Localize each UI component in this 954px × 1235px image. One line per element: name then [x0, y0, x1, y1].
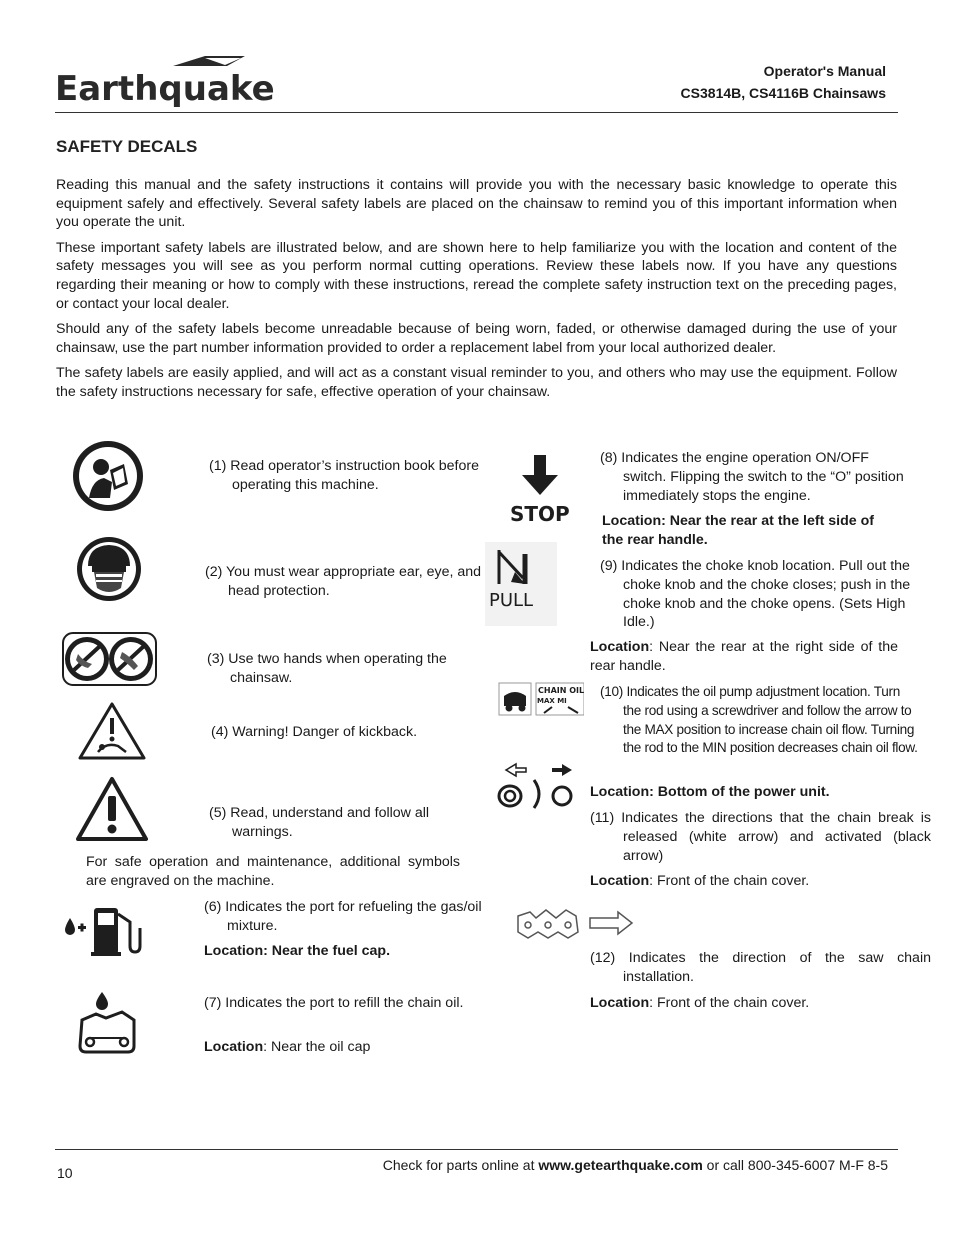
decal-11-location	[590, 872, 890, 891]
decal-11-caption: (11) Indicates the directions that the chain break is released (white arrow) and activated (black arrow)	[590, 810, 931, 864]
location-label: Location	[590, 873, 650, 889]
chain-oil-port-icon	[76, 990, 140, 1061]
oil-pump-icon	[498, 682, 584, 721]
warning-exclamation-icon	[76, 776, 148, 847]
decal-5-caption: (5) Read, understand and follow all warnings.	[209, 805, 430, 840]
decal-4-caption: (4) Warning! Danger of kickback.	[211, 724, 418, 740]
decal-2-caption: (2) You must wear appropriate ear, eye, and head protection.	[205, 564, 482, 599]
chain-brake-icon	[496, 762, 580, 815]
location-label: Location	[204, 1039, 264, 1055]
pull-label: PULL	[489, 590, 534, 611]
decal-6-location: Location: Near the fuel cap.	[204, 943, 391, 959]
decal-12-location	[590, 994, 890, 1013]
paragraph: Should any of the safety labels become unreadable because of being worn, faded, or otherwise damaged during the use of your chainsaw, use the part number information provided to order a replacement label from your local authorized dealer.	[56, 321, 897, 356]
stop-label: STOP	[510, 502, 570, 526]
choke-pull-icon	[485, 542, 557, 631]
fuel-port-icon	[62, 900, 144, 965]
location-text: : Front of the chain cover.	[649, 995, 810, 1011]
decal-8-location: Location: Near the rear at the left side of the rear handle.	[602, 513, 874, 548]
protection-gear-icon	[76, 536, 142, 607]
decal-9-caption: (9) Indicates the choke knob location. Pull out the choke knob and the choke closes; push in the choke knob and the choke opens. (Sets High Idle.)	[600, 558, 911, 631]
paragraph: The safety labels are easily applied, and will act as a constant visual reminder to you, and others who may use the equipment. Follow the safety instructions necessary for safe, effective operation of your chainsaw.	[56, 365, 897, 400]
chain-direction-icon	[514, 906, 636, 947]
decal-6-caption: (6) Indicates the port for refueling the gas/oil mixture.	[204, 899, 482, 934]
location-label: Location	[590, 639, 650, 655]
location-text: : Near the oil cap	[263, 1039, 371, 1055]
manual-title: Operator's Manual	[763, 63, 886, 79]
decal-1-caption: (1) Read operator’s instruction book before operating this machine.	[209, 458, 479, 493]
website-link[interactable]: www.getearthquake.com	[538, 1157, 703, 1173]
footer-contact	[383, 1157, 888, 1173]
decal-3-caption: (3) Use two hands when operating the chainsaw.	[207, 651, 447, 686]
paragraph: Reading this manual and the safety instructions it contains will provide you with the necessary basic knowledge to operate this equipment safely and effectively. Several safety labels are placed on the chainsaw to remind you of this important information when you operate the unit.	[56, 177, 897, 231]
footer-text-after: or call 800-345-6007 M-F 8-5	[702, 1157, 888, 1173]
max-min-label: MAX MI	[537, 697, 567, 705]
decal-8-caption: (8) Indicates the engine operation ON/OFF switch. Flipping the switch to the “O” position immediately stops the engine.	[600, 450, 904, 504]
decal-10-location: Location: Bottom of the power unit.	[590, 784, 830, 800]
model-title: CS3814B, CS4116B Chainsaws	[680, 85, 886, 101]
page-number: 10	[57, 1165, 73, 1181]
header-rule	[55, 112, 898, 113]
decal-12-caption: (12) Indicates the direction of the saw chain installation.	[590, 950, 931, 985]
earthquake-logo	[55, 52, 280, 114]
header-titles	[681, 60, 886, 104]
location-text: : Near the rear at the right side of the rear handle.	[590, 639, 898, 674]
decal-7-caption: (7) Indicates the port to refill the chain oil.	[204, 995, 464, 1011]
kickback-warning-icon	[78, 702, 146, 765]
footer-rule	[55, 1149, 898, 1150]
brand-logotype: Earthquake	[55, 69, 275, 109]
decal-9-location	[590, 638, 898, 676]
read-manual-icon	[72, 440, 144, 517]
intro-text	[56, 176, 897, 409]
location-label: Location	[590, 995, 650, 1011]
decal-7-location	[204, 1038, 462, 1057]
stop-icon	[508, 453, 574, 534]
decal-10-caption: (10) Indicates the oil pump adjustment location. Turn the rod using a screwdriver and follow the arrow to the MAX position to increase chain oil flow. Turning the rod to the MIN position decreases chain oil flow.	[600, 684, 918, 756]
two-hands-icon	[62, 632, 157, 691]
paragraph: These important safety labels are illustrated below, and are shown here to help familiarize you with the location and content of the safety messages you will see as you perform normal cutting operations. Review these labels now. If you have any questions regarding their meaning or how to comply with these instructions, reread the complete safety instruction text on the preceding pages, or contact your local dealer.	[56, 239, 897, 312]
section-title: SAFETY DECALS	[56, 137, 198, 156]
footer-text-before: Check for parts online at	[382, 1157, 539, 1173]
chain-oil-label: CHAIN OIL	[538, 686, 584, 695]
location-text: : Front of the chain cover.	[649, 873, 810, 889]
engraved-note: For safe operation and maintenance, additional symbols are engraved on the machine.	[86, 854, 460, 889]
